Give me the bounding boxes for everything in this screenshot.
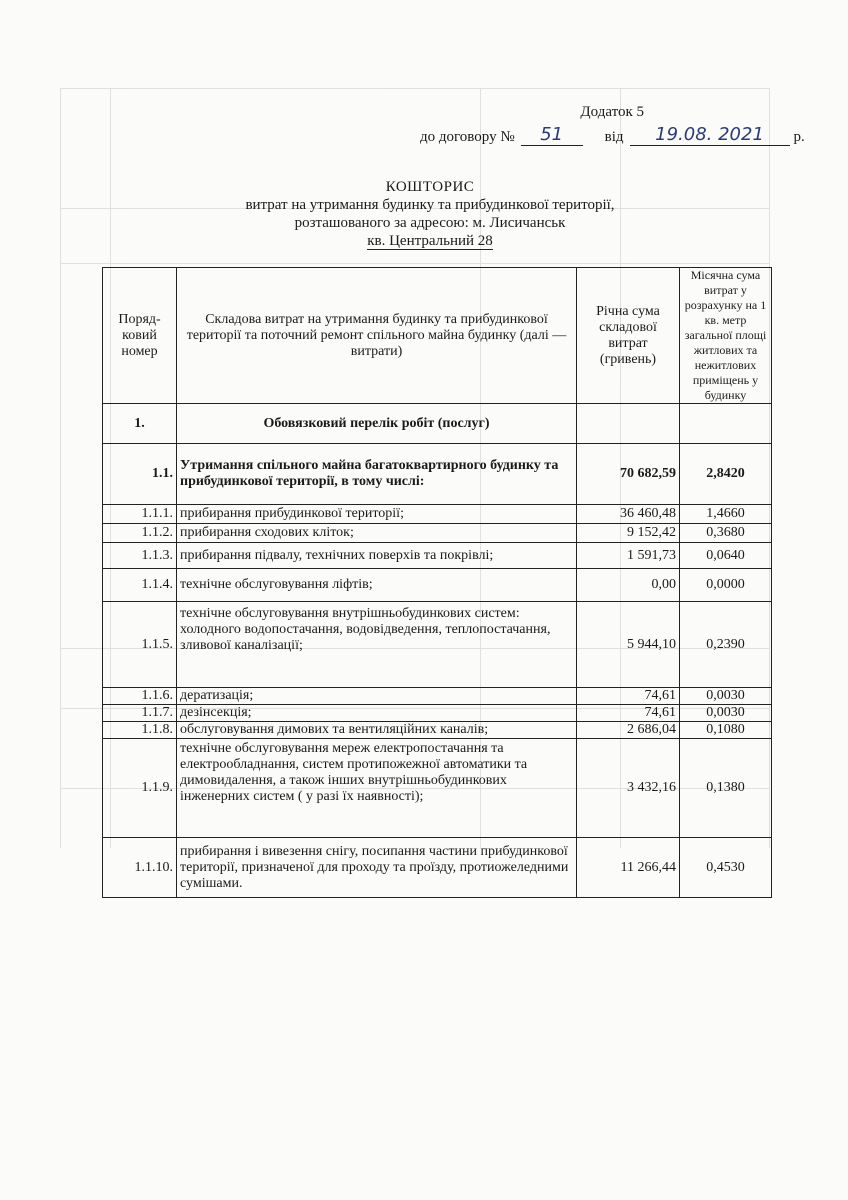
row-monthly: 2,8420 bbox=[680, 444, 772, 505]
table-row bbox=[103, 543, 772, 569]
table-row bbox=[103, 705, 772, 722]
row-number: 1.1.9. bbox=[103, 739, 177, 838]
row-monthly: 0,0000 bbox=[680, 569, 772, 602]
row-number: 1.1.4. bbox=[103, 569, 177, 602]
table-row bbox=[103, 524, 772, 543]
section-number: 1. bbox=[103, 404, 177, 444]
row-number: 1.1.2. bbox=[103, 524, 177, 543]
row-label: обслуговування димових та вентиляційних каналів; bbox=[177, 722, 577, 739]
contract-line bbox=[420, 126, 810, 146]
row-monthly: 0,1380 bbox=[680, 739, 772, 838]
title-estimate: КОШТОРИС bbox=[385, 179, 475, 195]
table-row bbox=[103, 838, 772, 898]
row-annual: 11 266,44 bbox=[577, 838, 680, 898]
table-row bbox=[103, 688, 772, 705]
row-label: прибирання і вивезення снігу, посипання частини прибудинкової території, призначеної для проходу та проїзду, протиожеледними сумішами. bbox=[177, 838, 577, 898]
contract-prefix: до договору № bbox=[420, 129, 515, 145]
title-subtitle: витрат на утримання будинку та прибудинкової території, bbox=[245, 197, 615, 213]
row-annual: 0,00 bbox=[577, 569, 680, 602]
row-label: технічне обслуговування мереж електропостачання та електрообладнання, систем протипожежної автоматики та димовидалення, а також інших внутрішньобудинкових інженерних систем ( у разі їх наявності); bbox=[177, 739, 577, 838]
row-monthly: 0,3680 bbox=[680, 524, 772, 543]
table-row bbox=[103, 602, 772, 688]
estimate-table bbox=[102, 267, 772, 898]
date-prefix: від bbox=[604, 129, 624, 145]
table-row bbox=[103, 739, 772, 838]
section-row bbox=[103, 404, 772, 444]
row-annual: 3 432,16 bbox=[577, 739, 680, 838]
row-label: прибирання прибудинкової території; bbox=[177, 505, 577, 524]
row-monthly: 0,2390 bbox=[680, 602, 772, 688]
table-row bbox=[103, 569, 772, 602]
row-monthly: 1,4660 bbox=[680, 505, 772, 524]
table-row bbox=[103, 444, 772, 505]
row-label: Утримання спільного майна багатоквартирного будинку та прибудинкової території, в тому числі: bbox=[177, 444, 577, 505]
row-number: 1.1.1. bbox=[103, 505, 177, 524]
row-monthly: 0,0640 bbox=[680, 543, 772, 569]
row-annual: 74,61 bbox=[577, 705, 680, 722]
row-monthly: 0,0030 bbox=[680, 705, 772, 722]
row-annual: 36 460,48 bbox=[577, 505, 680, 524]
row-number: 1.1.10. bbox=[103, 838, 177, 898]
row-label: прибирання сходових кліток; bbox=[177, 524, 577, 543]
annex-label: Додаток 5 bbox=[580, 104, 644, 120]
table-row bbox=[103, 722, 772, 739]
row-annual: 74,61 bbox=[577, 688, 680, 705]
table-header-row bbox=[103, 268, 772, 404]
row-label: технічне обслуговування ліфтів; bbox=[177, 569, 577, 602]
row-monthly: 0,4530 bbox=[680, 838, 772, 898]
column-header: Річна сума складової витрат (гривень) bbox=[577, 268, 680, 404]
contract-number: 51 bbox=[521, 126, 583, 146]
row-number: 1.1.3. bbox=[103, 543, 177, 569]
row-monthly: 0,0030 bbox=[680, 688, 772, 705]
row-annual: 70 682,59 bbox=[577, 444, 680, 505]
row-annual: 9 152,42 bbox=[577, 524, 680, 543]
column-header: Поряд-ковий номер bbox=[103, 268, 177, 404]
row-label: прибирання підвалу, технічних поверхів та покрівлі; bbox=[177, 543, 577, 569]
row-label: дератизація; bbox=[177, 688, 577, 705]
contract-date: 19.08. 2021 bbox=[630, 126, 790, 146]
row-number: 1.1.8. bbox=[103, 722, 177, 739]
row-label: технічне обслуговування внутрішньобудинкових систем: холодного водопостачання, водовідведення, теплопостачання, зливової каналізації; bbox=[177, 602, 577, 688]
row-label: дезінсекція; bbox=[177, 705, 577, 722]
title-address: розташованого за адресою: м. Лисичанськ bbox=[294, 215, 566, 231]
row-annual: 2 686,04 bbox=[577, 722, 680, 739]
year-suffix: р. bbox=[793, 129, 805, 145]
row-number: 1.1.5. bbox=[103, 602, 177, 688]
row-annual: 1 591,73 bbox=[577, 543, 680, 569]
section-label: Обовязковий перелік робіт (послуг) bbox=[177, 404, 577, 444]
column-header: Складова витрат на утримання будинку та прибудинкової території та поточний ремонт спільного майна будинку (далі — витрати) bbox=[177, 268, 577, 404]
row-monthly: 0,1080 bbox=[680, 722, 772, 739]
table-row bbox=[103, 505, 772, 524]
document-title bbox=[200, 178, 660, 250]
column-header: Місячна сума витрат у розрахунку на 1 кв. метр загальної площі житлових та нежитлових приміщень у будинку bbox=[680, 268, 772, 404]
row-number: 1.1.7. bbox=[103, 705, 177, 722]
row-annual: 5 944,10 bbox=[577, 602, 680, 688]
title-street: кв. Центральний 28 bbox=[367, 233, 493, 249]
row-number: 1.1.6. bbox=[103, 688, 177, 705]
row-number: 1.1. bbox=[103, 444, 177, 505]
